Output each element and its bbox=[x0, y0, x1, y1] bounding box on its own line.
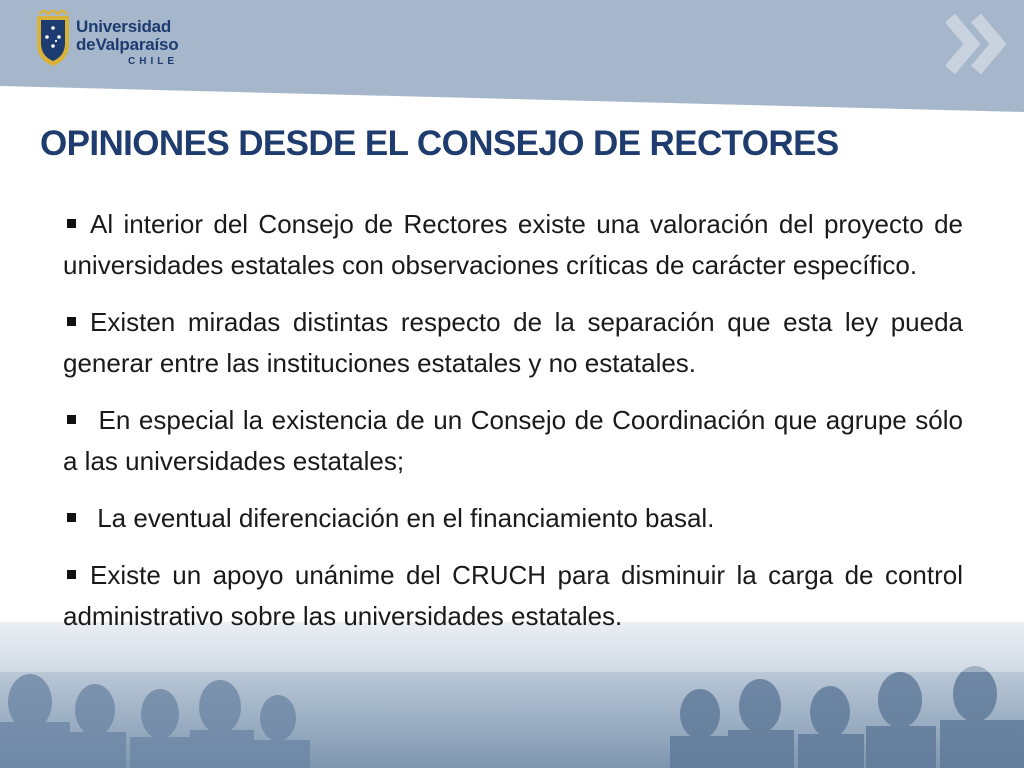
square-bullet-icon bbox=[67, 415, 76, 424]
bullet-text: En especial la existencia de un Consejo de Coordinación que agrupe sólo a las universidades estatales; bbox=[63, 405, 963, 476]
bullet-text: La eventual diferenciación en el financiamiento basal. bbox=[90, 503, 715, 533]
square-bullet-icon bbox=[67, 317, 76, 326]
bullet-item bbox=[63, 400, 963, 482]
bullet-text: Existe un apoyo unánime del CRUCH para disminuir la carga de control administrativo sobre las universidades estatales. bbox=[63, 560, 963, 631]
square-bullet-icon bbox=[67, 219, 76, 228]
bullet-item bbox=[63, 555, 963, 637]
bullet-item bbox=[63, 302, 963, 384]
university-logo bbox=[34, 10, 184, 72]
bullet-text: Existen miradas distintas respecto de la separación que esta ley pueda generar entre las instituciones estatales y no estatales. bbox=[63, 307, 963, 378]
logo-text bbox=[76, 18, 179, 67]
logo-line-3: CHILE bbox=[128, 56, 178, 67]
bullet-list bbox=[63, 204, 963, 653]
square-bullet-icon bbox=[67, 513, 76, 522]
university-shield-icon bbox=[34, 10, 72, 68]
bullet-item bbox=[63, 498, 963, 539]
logo-line-1: Universidad bbox=[76, 17, 172, 36]
page-title: OPINIONES DESDE EL CONSEJO DE RECTORES bbox=[40, 124, 839, 163]
double-chevron-right-icon bbox=[940, 8, 1012, 80]
bullet-text: Al interior del Consejo de Rectores existe una valoración del proyecto de universidades estatales con observaciones críticas de carácter específico. bbox=[63, 209, 963, 280]
square-bullet-icon bbox=[67, 570, 76, 579]
bullet-item bbox=[63, 204, 963, 286]
logo-line-2: deValparaíso bbox=[76, 35, 179, 54]
